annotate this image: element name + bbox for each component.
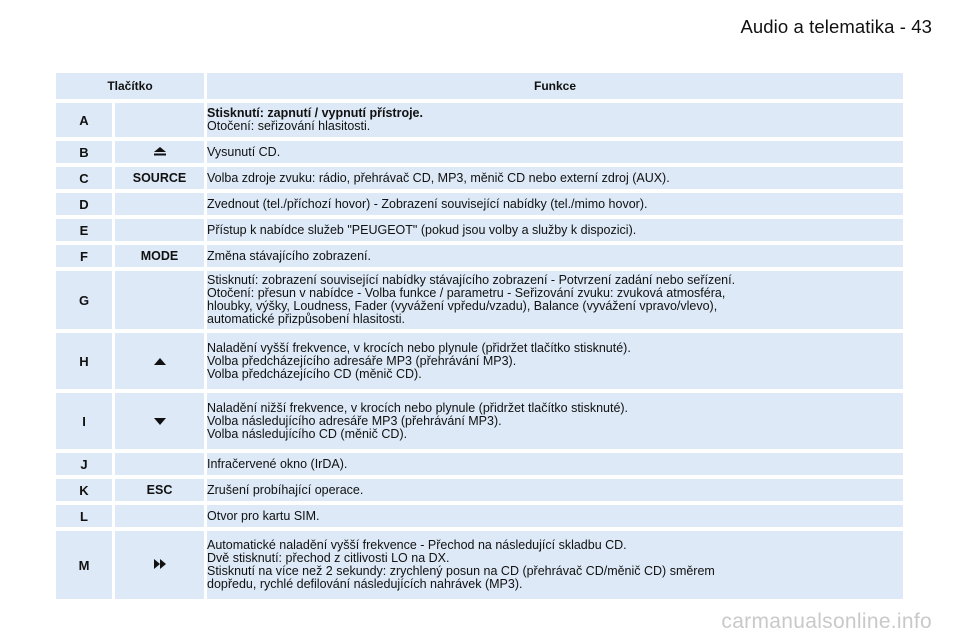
row-button <box>115 333 207 389</box>
table-row <box>56 103 903 137</box>
description-line: Otočení: přesun v nabídce - Volba funkce / parametru - Seřizování zvuku: zvuková atmosféra, <box>207 286 726 300</box>
header-function: Funkce <box>207 73 903 99</box>
row-key: K <box>56 479 115 501</box>
table-header-row <box>56 73 903 99</box>
description-line: Přístup k nabídce služeb "PEUGEOT" (pokud jsou volby a služby k dispozici). <box>207 222 637 237</box>
up-arrow-icon <box>154 355 166 368</box>
description-line: Volba následujícího CD (měnič CD). <box>207 426 408 441</box>
watermark: carmanualsonline.info <box>721 610 932 633</box>
table-row <box>56 271 903 329</box>
row-button <box>115 219 207 241</box>
table-row <box>56 193 903 215</box>
table-row <box>56 453 903 475</box>
description-line: Změna stávajícího zobrazení. <box>207 248 371 263</box>
row-button <box>115 103 207 137</box>
description-line: Volba předcházejícího CD (měnič CD). <box>207 366 422 381</box>
page-header: Audio a telematika - 43 <box>740 16 932 37</box>
row-button <box>115 453 207 475</box>
description-line: Automatické naladění vyšší frekvence - Přechod na následující skladbu CD. <box>207 538 627 552</box>
function-table <box>56 69 903 603</box>
description-line: Volba zdroje zvuku: rádio, přehrávač CD, MP3, měnič CD nebo externí zdroj (AUX). <box>207 170 670 185</box>
row-key: M <box>56 531 115 599</box>
row-description <box>207 479 903 501</box>
row-description <box>207 167 903 189</box>
row-description <box>207 141 903 163</box>
table-row <box>56 141 903 163</box>
description-line: Stisknutí: zapnutí / vypnutí přístroje. <box>207 106 423 120</box>
table-row <box>56 245 903 267</box>
row-description <box>207 271 903 329</box>
row-description <box>207 219 903 241</box>
table-row <box>56 505 903 527</box>
row-description <box>207 245 903 267</box>
row-key: L <box>56 505 115 527</box>
row-button <box>115 505 207 527</box>
description-line: Infračervené okno (IrDA). <box>207 456 348 471</box>
description-line: Vysunutí CD. <box>207 144 281 159</box>
eject-icon <box>153 146 167 159</box>
description-line: Dvě stisknutí: přechod z citlivosti LO na DX. <box>207 551 450 565</box>
row-button: SOURCE <box>115 167 207 189</box>
description-line: Naladění nižší frekvence, v krocích nebo plynule (přidržet tlačítko stisknuté). <box>207 400 629 415</box>
table-row <box>56 531 903 599</box>
description-line: Volba následujícího adresáře MP3 (přehrávání MP3). <box>207 413 502 428</box>
row-button <box>115 271 207 329</box>
table-row <box>56 393 903 449</box>
row-description <box>207 193 903 215</box>
row-button <box>115 193 207 215</box>
table-row <box>56 333 903 389</box>
row-description <box>207 505 903 527</box>
row-description <box>207 333 903 389</box>
description-line: Volba předcházejícího adresáře MP3 (přehrávání MP3). <box>207 353 517 368</box>
row-description <box>207 103 903 137</box>
row-key: H <box>56 333 115 389</box>
table-row <box>56 167 903 189</box>
description-line: Zvednout (tel./příchozí hovor) - Zobrazení související nabídky (tel./mimo hovor). <box>207 196 648 211</box>
description-line: Stisknutí: zobrazení související nabídky stávajícího zobrazení - Potvrzení zadání nebo seřízení. <box>207 273 736 287</box>
description-line: Zrušení probíhající operace. <box>207 482 364 497</box>
row-key: C <box>56 167 115 189</box>
row-description <box>207 453 903 475</box>
row-button <box>115 531 207 599</box>
description-line: hloubky, výšky, Loudness, Fader (vyvážení vpředu/vzadu), Balance (vyvážení vpravo/vlevo), <box>207 299 718 313</box>
fast-forward-icon <box>154 559 166 572</box>
row-key: G <box>56 271 115 329</box>
row-description <box>207 531 903 599</box>
row-button <box>115 141 207 163</box>
row-button: ESC <box>115 479 207 501</box>
row-key: B <box>56 141 115 163</box>
row-key: F <box>56 245 115 267</box>
down-arrow-icon <box>154 415 166 428</box>
row-key: A <box>56 103 115 137</box>
description-line: Otvor pro kartu SIM. <box>207 508 320 523</box>
row-button: MODE <box>115 245 207 267</box>
row-key: D <box>56 193 115 215</box>
description-line: Stisknutí na více než 2 sekundy: zrychlený posun na CD (přehrávač CD/měnič CD) směrem <box>207 564 715 578</box>
description-line: automatické přizpůsobení hlasitosti. <box>207 312 406 326</box>
row-description <box>207 393 903 449</box>
table-row <box>56 219 903 241</box>
row-key: I <box>56 393 115 449</box>
table-row <box>56 479 903 501</box>
row-button <box>115 393 207 449</box>
description-line: dopředu, rychlé defilování následujících nahrávek (MP3). <box>207 577 523 591</box>
description-line: Otočení: seřizování hlasitosti. <box>207 119 371 133</box>
row-key: E <box>56 219 115 241</box>
row-key: J <box>56 453 115 475</box>
description-line: Naladění vyšší frekvence, v krocích nebo plynule (přidržet tlačítko stisknuté). <box>207 340 631 355</box>
header-button: Tlačítko <box>56 73 207 99</box>
